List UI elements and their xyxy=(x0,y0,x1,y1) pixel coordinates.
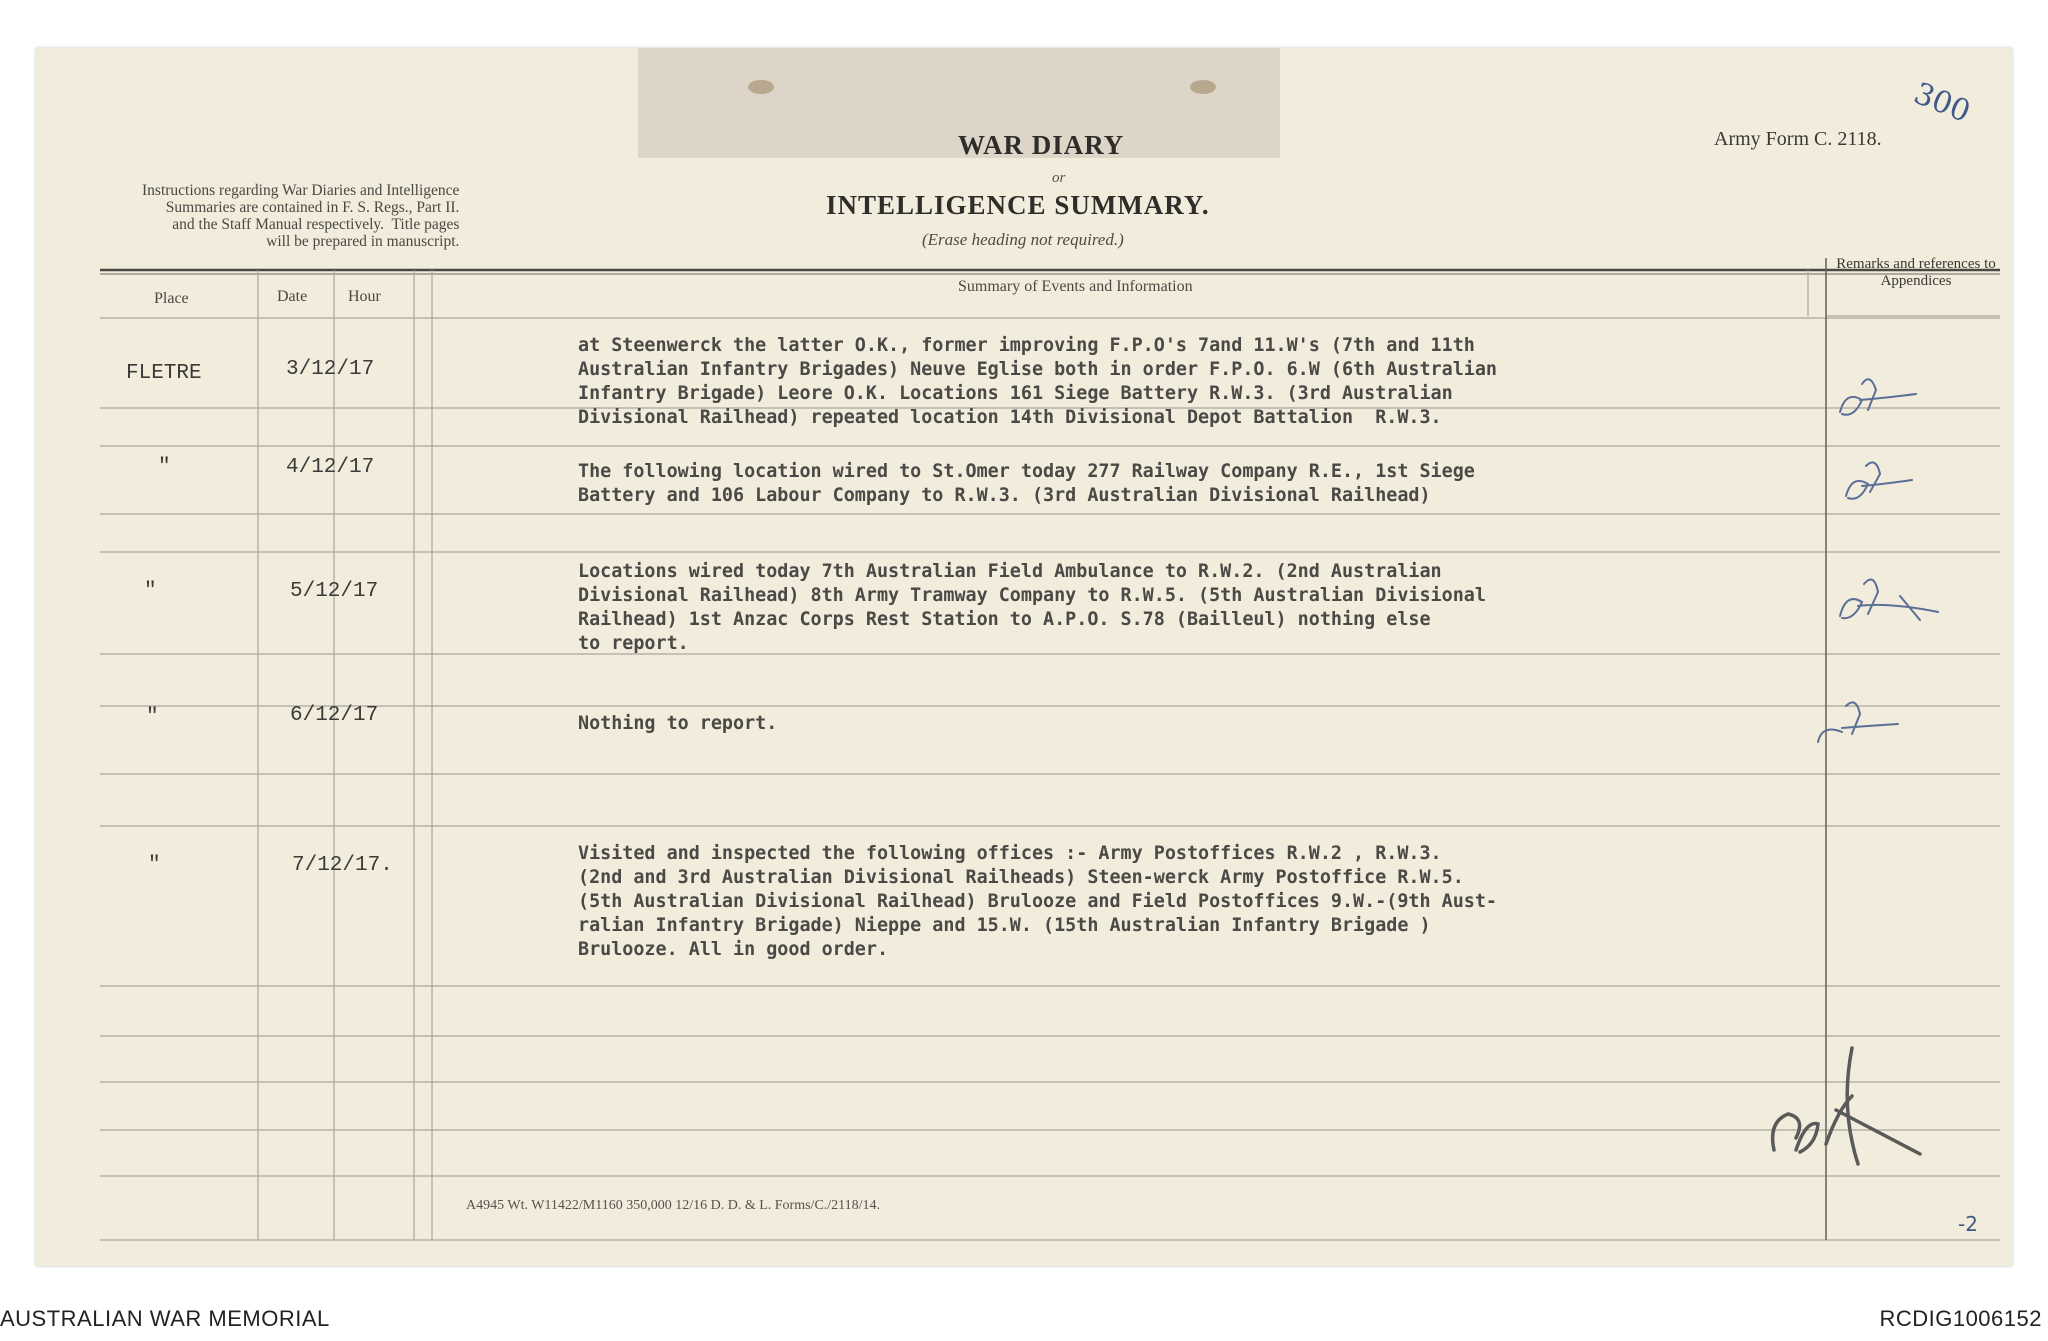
initials-signature xyxy=(1818,702,1898,742)
initials-signature xyxy=(1846,462,1912,498)
entry-date: 7/12/17. xyxy=(292,854,393,877)
record-id: RCDIG1006152 xyxy=(1879,1306,2042,1331)
entry-text: The following location wired to St.Omer today 277 Railway Company R.E., 1st Siege Battery and 106 Labour Company to R.W.3. (3rd Australian Divisional Railhead) xyxy=(578,461,1475,506)
entry-text: Locations wired today 7th Australian Field Ambulance to R.W.2. (2nd Australian Divisional Railhead) 8th Army Tramway Company to R.W.5. (5th Australian Divisional Railhead) 1st Anzac Corps Rest Station to A.P.O. S.78 (Bailleul) nothing else to report. xyxy=(578,561,1486,654)
corner-mark: -2 xyxy=(1958,1212,1978,1236)
column-header-date: Date xyxy=(277,288,308,305)
erase-heading-note: (Erase heading not required.) xyxy=(922,230,1124,249)
form-or-text: or xyxy=(1052,170,1066,186)
archive-credit: AUSTRALIAN WAR MEMORIAL xyxy=(0,1306,330,1331)
form-subtitle: INTELLIGENCE SUMMARY. xyxy=(826,190,1210,220)
instructions-note: Instructions regarding War Diaries and Intelligence Summaries are contained in F. S. Regs., Part II. and the Staff Manual respectively. Title pages will be prepared in manuscript. xyxy=(142,182,460,250)
entry-date: 5/12/17 xyxy=(290,580,379,603)
entry-place: " xyxy=(158,456,171,479)
entry-date: 6/12/17 xyxy=(290,704,379,727)
entry-place: " xyxy=(144,580,157,603)
initials-signature xyxy=(1840,379,1916,415)
print-footer: A4945 Wt. W11422/M1160 350,000 12/16 D. D. & L. Forms/C./2118/14. xyxy=(466,1198,881,1213)
initials-signature xyxy=(1840,580,1938,621)
form-title: WAR DIARY xyxy=(958,130,1125,160)
entry-place: " xyxy=(148,854,161,877)
entry-place: FLETRE xyxy=(126,362,202,385)
entry-date: 4/12/17 xyxy=(286,456,375,479)
column-header-remarks: Remarks and references to Appendices xyxy=(1836,256,1996,289)
page-number: 300 xyxy=(1908,76,1976,130)
column-header-hour: Hour xyxy=(348,288,381,305)
entry-text: at Steenwerck the latter O.K., former improving F.P.O's 7and 11.W's (7th and 11th Australian Infantry Brigades) Neuve Eglise both in order F.P.O. 6.W (6th Australian Infantry Brigade) Leore O.K. Locations 161 Siege Battery R.W.3. (3rd Australian Divisional Railhead) repeated location 14th Divisional Depot Battalion R.W.3. xyxy=(578,335,1497,428)
entry-text: Nothing to report. xyxy=(578,713,778,734)
entry-text: Visited and inspected the following offices :- Army Postoffices R.W.2 , R.W.3. (2nd and 3rd Australian Divisional Railheads) Steen-werck Army Postoffice R.W.5. (5th Australian Divisional Railhead) Brulooze and Field Postoffices 9.W.-(9th Aust- ralian Infantry Brigade) Nieppe and 15.W. (15th Australian Infantry Brigade ) Brulooze. All in good order. xyxy=(578,843,1497,960)
entry-date: 3/12/17 xyxy=(286,358,375,381)
army-form-number: Army Form C. 2118. xyxy=(1714,128,1882,150)
column-header-place: Place xyxy=(154,290,189,307)
column-header-summary: Summary of Events and Information xyxy=(958,278,1193,295)
entry-place: " xyxy=(146,706,159,729)
large-initials xyxy=(1773,1048,1920,1164)
